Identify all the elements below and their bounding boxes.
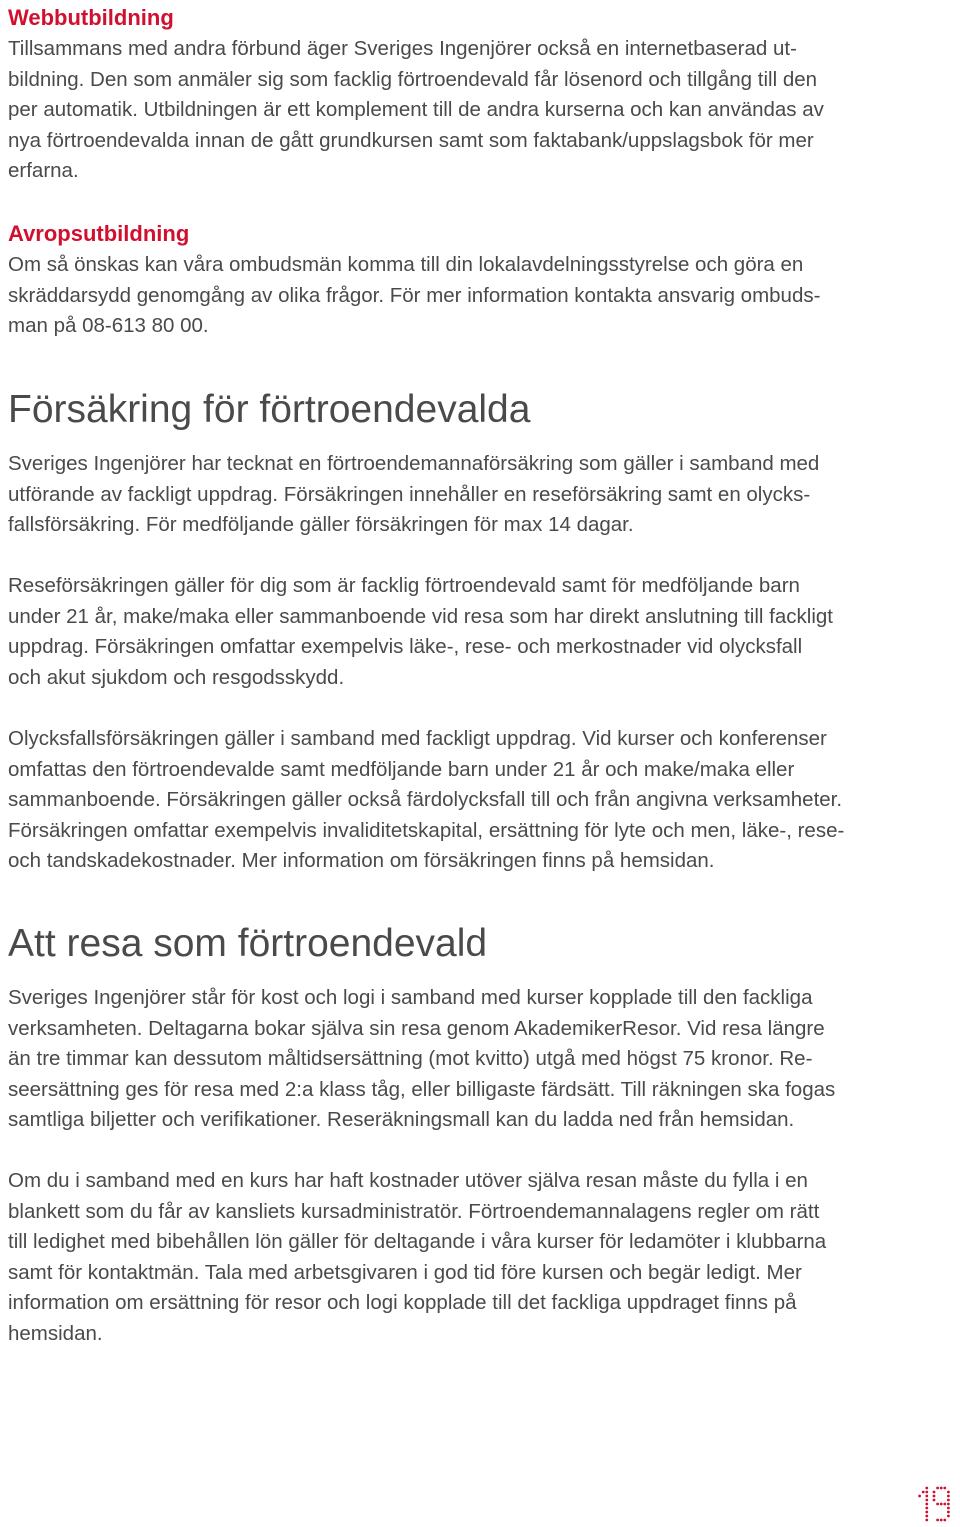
page-number-dot (933, 1499, 936, 1502)
page-number-dot (943, 1487, 946, 1490)
page-number-dot (936, 1487, 939, 1490)
page-number-dot (936, 1519, 939, 1522)
paragraph-forsakring-2: Reseförsäkringen gäller för dig som är facklig förtroendevald samt för medföljande barn under 21 år, make/maka eller sammanboende vid resa som har direkt anslutning till fackligt uppdrag. Försäkringen omfattar exempelvis läke-, rese- och merkostnader vid olycksfall och akut sjukdom och resgodsskydd. (8, 574, 833, 689)
page-number-dot (947, 1499, 950, 1502)
page-number-dot (925, 1507, 928, 1510)
heading-webbutbildning: Webbutbildning (8, 5, 174, 30)
paragraph-avropsutbildning: Om så önskas kan våra ombudsmän komma till din lokalavdelningsstyrelse och göra en skräddarsydd genomgång av olika frågor. För mer information kontakta ansvarig ombuds- man på 08-613 80 00. (8, 253, 821, 338)
paragraph-forsakring-1: Sveriges Ingenjörer har tecknat en förtroendemannaförsäkring som gäller i samband med utförande av fackligt uppdrag. Försäkringen innehåller en reseförsäkring samt en olycks- fallsförsäkring. För medföljande gäller försäkringen för max 14 dagar. (8, 452, 820, 537)
paragraph-resa-2: Om du i samband med en kurs har haft kostnader utöver själva resan måste du fylla i en blankett som du får av kansliets kursadministratör. Förtroendemannalagens regler om rätt till ledighet med bibehållen lön gäller för deltagande i våra kurser för ledamöter i klubbarna samt för kontaktmän. Tala med arbetsgivaren i god tid före kursen och begär ledigt. Mer information om ersättning för resor och logi kopplade till det fackliga uppdraget finns på hemsidan. (8, 1169, 827, 1345)
page-number-dot (925, 1515, 928, 1518)
page-number-dot (947, 1503, 950, 1506)
page-number-dot (940, 1487, 943, 1490)
page-number-dot (925, 1503, 928, 1506)
page-number-dot (925, 1499, 928, 1502)
page-number-dot (947, 1515, 950, 1518)
page-number (916, 1485, 954, 1523)
page-number-dot (918, 1495, 921, 1498)
page-number-dot (940, 1519, 943, 1522)
page-number-dot (947, 1495, 950, 1498)
page-number-dot (947, 1507, 950, 1510)
page-number-dot (925, 1511, 928, 1514)
page-number-dot (933, 1491, 936, 1494)
page-number-dot (922, 1491, 925, 1494)
paragraph-webbutbildning: Tillsammans med andra förbund äger Sveriges Ingenjörer också en internetbaserad ut- bildning. Den som anmäler sig som facklig förtroendevald får lösenord och tillgång till den per automatik. Utbildningen är ett komplement till de andra kurserna och kan användas av nya förtroendevalda innan de gått grundkursen samt som faktabank/uppslagsbok för mer erfarna. (8, 37, 824, 183)
paragraph-forsakring-3: Olycksfallsförsäkringen gäller i samband med fackligt uppdrag. Vid kurser och konferenser omfattas den förtroendevalde samt medföljande barn under 21 år och make/maka eller sammanboende. Försäkringen gäller också färdolycksfall till och från angivna verksamheter. Försäkringen omfattar exempelvis invaliditetskapital, ersättning för lyte och men, läke-, rese- och tandskadekostnader. Mer information om försäkringen finns på hemsidan. (8, 727, 845, 873)
page-number-dot (947, 1511, 950, 1514)
page-number-dot (936, 1503, 939, 1506)
page-number-dot (940, 1503, 943, 1506)
heading-avropsutbildning: Avropsutbildning (8, 221, 190, 246)
page-number-dot (925, 1491, 928, 1494)
page-number-dot (925, 1495, 928, 1498)
page-number-dot (933, 1495, 936, 1498)
paragraph-resa-1: Sveriges Ingenjörer står för kost och logi i samband med kurser kopplade till den fackliga verksamheten. Deltagarna bokar själva sin resa genom AkademikerResor. Vid resa längre än tre timmar kan dessutom måltidsersättning (mot kvitto) utgå med högst 75 kronor. Re- seersättning ges för resa med 2:a klass tåg, eller billigaste färdsätt. Till räkningen ska fogas samtliga biljetter och verifikationer. Reseräkningsmall kan du ladda ned från hemsidan. (8, 986, 836, 1132)
page-number-dot (925, 1519, 928, 1522)
page-number-dot (943, 1503, 946, 1506)
heading-forsakring: Försäkring för förtroendevalda (8, 388, 531, 431)
page-number-dot (925, 1487, 928, 1490)
page-number-dot (943, 1519, 946, 1522)
page-number-dot (947, 1491, 950, 1494)
heading-resa: Att resa som förtroendevald (8, 922, 488, 965)
